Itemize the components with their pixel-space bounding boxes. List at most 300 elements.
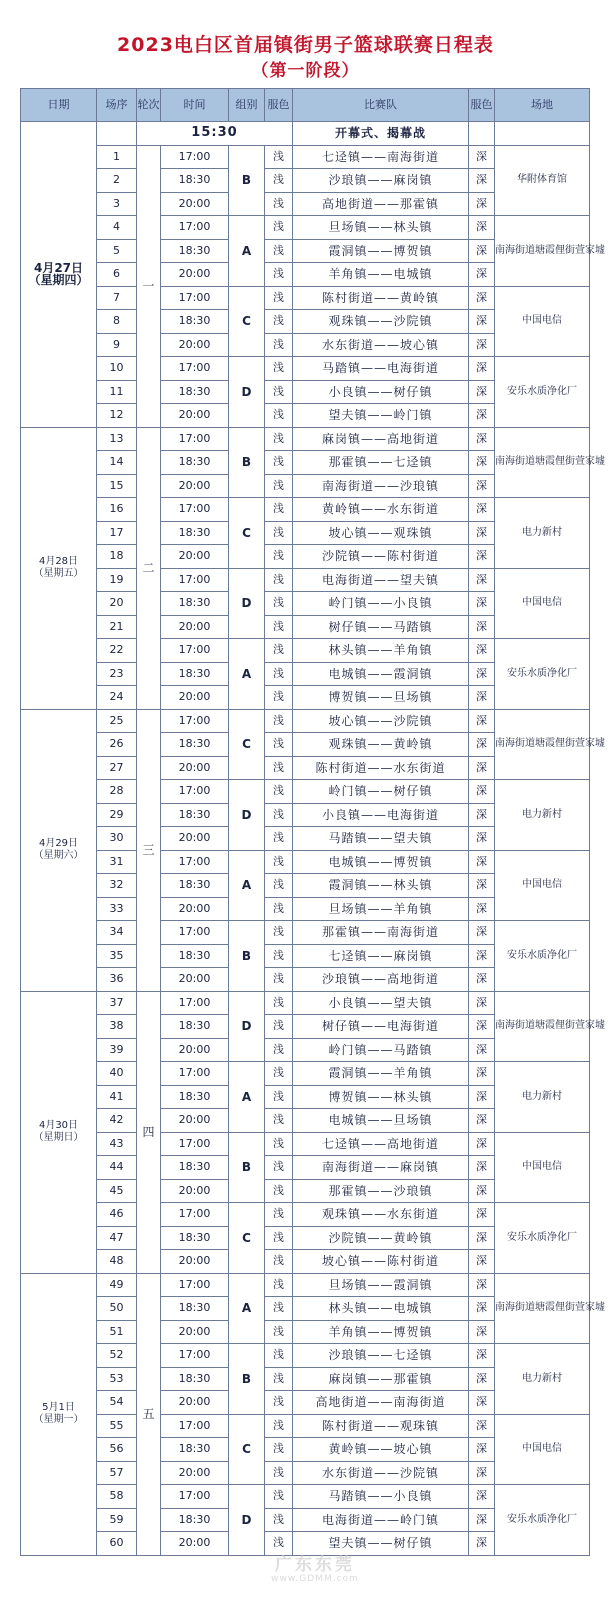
match-time: 18:30	[161, 1367, 229, 1391]
match-seq: 16	[97, 498, 137, 522]
match-time: 20:00	[161, 1109, 229, 1133]
venue-cell: 南海街道塘霞俚街萱家墟	[495, 991, 590, 1062]
weekday-label: （星期日）	[33, 1132, 84, 1143]
kit-away: 深	[469, 639, 495, 663]
kit-away: 深	[469, 427, 495, 451]
match-teams: 马踏镇——电海街道	[293, 357, 469, 381]
match-seq: 19	[97, 568, 137, 592]
match-seq: 56	[97, 1438, 137, 1462]
kit-away: 深	[469, 1508, 495, 1532]
match-teams: 坡心镇——陈村街道	[293, 1250, 469, 1274]
kit-away: 深	[469, 568, 495, 592]
match-row	[21, 1203, 590, 1227]
kit-away: 深	[469, 592, 495, 616]
match-row	[21, 1485, 590, 1509]
round-cell: 五	[137, 1273, 161, 1555]
match-row	[21, 286, 590, 310]
match-seq: 24	[97, 686, 137, 710]
kit-away: 深	[469, 380, 495, 404]
match-teams: 那霍镇——沙琅镇	[293, 1179, 469, 1203]
kit-home: 浅	[265, 1414, 293, 1438]
kit-home: 浅	[265, 944, 293, 968]
kit-home: 浅	[265, 1273, 293, 1297]
group-cell: A	[229, 639, 265, 710]
group-cell: C	[229, 1203, 265, 1274]
match-time: 20:00	[161, 545, 229, 569]
weekday-label: （星期五）	[33, 568, 84, 579]
match-time: 17:00	[161, 1273, 229, 1297]
match-seq: 37	[97, 991, 137, 1015]
kit-away: 深	[469, 451, 495, 475]
match-teams: 陈村街道——观珠镇	[293, 1414, 469, 1438]
venue-cell: 安乐水质净化厂	[495, 921, 590, 992]
match-seq: 50	[97, 1297, 137, 1321]
match-teams: 麻岗镇——那霍镇	[293, 1367, 469, 1391]
match-teams: 霞洞镇——林头镇	[293, 874, 469, 898]
match-row	[21, 498, 590, 522]
match-seq: 42	[97, 1109, 137, 1133]
kit-home: 浅	[265, 592, 293, 616]
match-seq: 54	[97, 1391, 137, 1415]
match-time: 20:00	[161, 968, 229, 992]
match-seq: 27	[97, 756, 137, 780]
match-time: 17:00	[161, 216, 229, 240]
kit-home: 浅	[265, 1038, 293, 1062]
match-time: 20:00	[161, 1391, 229, 1415]
kit-away: 深	[469, 521, 495, 545]
venue-cell: 电力新村	[495, 498, 590, 569]
venue-cell: 南海街道塘霞俚街萱家墟	[495, 216, 590, 287]
match-seq: 51	[97, 1320, 137, 1344]
match-teams: 小良镇——树仔镇	[293, 380, 469, 404]
kit-away: 深	[469, 1038, 495, 1062]
match-time: 20:00	[161, 263, 229, 287]
kit-away: 深	[469, 615, 495, 639]
match-seq: 58	[97, 1485, 137, 1509]
match-time: 17:00	[161, 1344, 229, 1368]
kit-home: 浅	[265, 404, 293, 428]
match-time: 17:00	[161, 1485, 229, 1509]
kit-home: 浅	[265, 897, 293, 921]
match-seq: 35	[97, 944, 137, 968]
kit-away: 深	[469, 850, 495, 874]
match-seq: 12	[97, 404, 137, 428]
match-time: 20:00	[161, 686, 229, 710]
match-row	[21, 780, 590, 804]
match-row	[21, 1062, 590, 1086]
match-row	[21, 850, 590, 874]
match-teams: 高地街道——南海街道	[293, 1391, 469, 1415]
kit-away: 深	[469, 1226, 495, 1250]
match-seq: 57	[97, 1461, 137, 1485]
match-seq: 28	[97, 780, 137, 804]
kit-away: 深	[469, 803, 495, 827]
match-time: 17:00	[161, 780, 229, 804]
match-seq: 55	[97, 1414, 137, 1438]
kit-away: 深	[469, 1156, 495, 1180]
match-time: 18:30	[161, 239, 229, 263]
kit-home: 浅	[265, 1485, 293, 1509]
match-time: 18:30	[161, 1085, 229, 1109]
kit-home: 浅	[265, 1015, 293, 1039]
kit-home: 浅	[265, 545, 293, 569]
kit-home: 浅	[265, 1297, 293, 1321]
kit-home: 浅	[265, 1062, 293, 1086]
kit-home: 浅	[265, 427, 293, 451]
kit-home: 浅	[265, 686, 293, 710]
match-time: 17:00	[161, 1203, 229, 1227]
kit-home: 浅	[265, 874, 293, 898]
match-time: 17:00	[161, 357, 229, 381]
match-seq: 23	[97, 662, 137, 686]
match-seq: 5	[97, 239, 137, 263]
venue-cell: 南海街道塘霞俚街萱家墟	[495, 1273, 590, 1344]
match-teams: 霞洞镇——博贺镇	[293, 239, 469, 263]
match-teams: 望夫镇——岭门镇	[293, 404, 469, 428]
match-time: 18:30	[161, 1508, 229, 1532]
match-seq: 48	[97, 1250, 137, 1274]
match-seq: 17	[97, 521, 137, 545]
match-time: 20:00	[161, 1532, 229, 1556]
venue-cell: 华附体育馆	[495, 145, 590, 216]
match-time: 18:30	[161, 803, 229, 827]
venue-cell: 中国电信	[495, 568, 590, 639]
venue-cell: 电力新村	[495, 1344, 590, 1415]
match-teams: 电城镇——霞洞镇	[293, 662, 469, 686]
kit-home: 浅	[265, 827, 293, 851]
weekday-label: （星期一）	[33, 1414, 84, 1425]
kit-away: 深	[469, 1367, 495, 1391]
match-seq: 33	[97, 897, 137, 921]
match-time: 18:30	[161, 1156, 229, 1180]
match-seq: 52	[97, 1344, 137, 1368]
match-seq: 8	[97, 310, 137, 334]
match-teams: 七迳镇——南海街道	[293, 145, 469, 169]
match-row	[21, 639, 590, 663]
match-seq: 53	[97, 1367, 137, 1391]
kit-home: 浅	[265, 780, 293, 804]
kit-away: 深	[469, 874, 495, 898]
match-teams: 南海街道——麻岗镇	[293, 1156, 469, 1180]
match-time: 18:30	[161, 1015, 229, 1039]
match-seq: 10	[97, 357, 137, 381]
venue-cell: 中国电信	[495, 286, 590, 357]
match-teams: 博贺镇——林头镇	[293, 1085, 469, 1109]
match-time: 18:30	[161, 1297, 229, 1321]
kit-home: 浅	[265, 639, 293, 663]
match-time: 20:00	[161, 192, 229, 216]
match-teams: 霞洞镇——羊角镇	[293, 1062, 469, 1086]
match-time: 18:30	[161, 874, 229, 898]
match-seq: 29	[97, 803, 137, 827]
kit-home: 浅	[265, 615, 293, 639]
group-cell: D	[229, 1485, 265, 1556]
group-cell: C	[229, 286, 265, 357]
match-seq: 43	[97, 1132, 137, 1156]
match-teams: 观珠镇——黄岭镇	[293, 733, 469, 757]
group-cell: D	[229, 780, 265, 851]
match-seq: 49	[97, 1273, 137, 1297]
match-seq: 7	[97, 286, 137, 310]
header-kit-home: 服色	[265, 89, 293, 122]
kit-home: 浅	[265, 991, 293, 1015]
kit-home: 浅	[265, 709, 293, 733]
match-time: 17:00	[161, 639, 229, 663]
kit-home: 浅	[265, 662, 293, 686]
venue-cell: 南海街道塘霞俚街萱家墟	[495, 427, 590, 498]
opening-row	[21, 122, 590, 146]
kit-home: 浅	[265, 1320, 293, 1344]
watermark-text: 广东东莞	[275, 1555, 355, 1575]
kit-away: 深	[469, 756, 495, 780]
match-seq: 18	[97, 545, 137, 569]
match-teams: 树仔镇——马踏镇	[293, 615, 469, 639]
match-teams: 沙琅镇——麻岗镇	[293, 169, 469, 193]
match-teams: 电城镇——博贺镇	[293, 850, 469, 874]
match-time: 20:00	[161, 1320, 229, 1344]
date-label: 5月1日	[42, 1402, 75, 1413]
match-seq: 31	[97, 850, 137, 874]
match-seq: 21	[97, 615, 137, 639]
match-time: 20:00	[161, 827, 229, 851]
kit-away: 深	[469, 1062, 495, 1086]
match-seq: 3	[97, 192, 137, 216]
kit-home: 浅	[265, 1344, 293, 1368]
kit-home: 浅	[265, 756, 293, 780]
kit-home: 浅	[265, 1461, 293, 1485]
kit-away: 深	[469, 968, 495, 992]
match-row	[21, 1414, 590, 1438]
match-time: 17:00	[161, 921, 229, 945]
match-seq: 59	[97, 1508, 137, 1532]
match-time: 18:30	[161, 1438, 229, 1462]
group-cell: B	[229, 1132, 265, 1203]
match-time: 20:00	[161, 1179, 229, 1203]
kit-away: 深	[469, 474, 495, 498]
venue-cell: 安乐水质净化厂	[495, 1203, 590, 1274]
opening-time: 15:30	[137, 122, 293, 146]
kit-home: 浅	[265, 803, 293, 827]
match-teams: 坡心镇——观珠镇	[293, 521, 469, 545]
header-time: 时间	[161, 89, 229, 122]
match-time: 18:30	[161, 592, 229, 616]
match-seq: 36	[97, 968, 137, 992]
date-label: 4月30日	[38, 1120, 79, 1131]
group-cell: D	[229, 991, 265, 1062]
match-row	[21, 709, 590, 733]
match-teams: 沙院镇——黄岭镇	[293, 1226, 469, 1250]
match-seq: 46	[97, 1203, 137, 1227]
weekday-label: （星期六）	[33, 850, 84, 861]
match-seq: 38	[97, 1015, 137, 1039]
match-seq: 30	[97, 827, 137, 851]
match-time: 17:00	[161, 709, 229, 733]
date-cell	[21, 122, 97, 428]
match-teams: 旦场镇——林头镇	[293, 216, 469, 240]
match-row	[21, 427, 590, 451]
match-time: 17:00	[161, 145, 229, 169]
match-teams: 水东街道——坡心镇	[293, 333, 469, 357]
match-time: 17:00	[161, 1132, 229, 1156]
kit-home: 浅	[265, 1156, 293, 1180]
kit-away: 深	[469, 545, 495, 569]
kit-away: 深	[469, 333, 495, 357]
kit-away: 深	[469, 944, 495, 968]
kit-home: 浅	[265, 1203, 293, 1227]
match-teams: 观珠镇——沙院镇	[293, 310, 469, 334]
header-venue: 场地	[495, 89, 590, 122]
match-seq: 11	[97, 380, 137, 404]
match-seq: 34	[97, 921, 137, 945]
kit-away: 深	[469, 1414, 495, 1438]
match-seq: 47	[97, 1226, 137, 1250]
match-seq: 26	[97, 733, 137, 757]
match-seq: 45	[97, 1179, 137, 1203]
match-row	[21, 216, 590, 240]
kit-home: 浅	[265, 1532, 293, 1556]
match-seq: 2	[97, 169, 137, 193]
group-cell: C	[229, 498, 265, 569]
match-teams: 陈村街道——黄岭镇	[293, 286, 469, 310]
group-cell: B	[229, 427, 265, 498]
match-teams: 马踏镇——小良镇	[293, 1485, 469, 1509]
match-teams: 岭门镇——小良镇	[293, 592, 469, 616]
match-seq: 41	[97, 1085, 137, 1109]
match-time: 20:00	[161, 1461, 229, 1485]
kit-away: 深	[469, 921, 495, 945]
kit-away: 深	[469, 1438, 495, 1462]
match-time: 17:00	[161, 568, 229, 592]
kit-away: 深	[469, 404, 495, 428]
match-seq: 32	[97, 874, 137, 898]
kit-home: 浅	[265, 333, 293, 357]
match-row	[21, 991, 590, 1015]
match-teams: 麻岗镇——高地街道	[293, 427, 469, 451]
match-seq: 4	[97, 216, 137, 240]
match-time: 20:00	[161, 404, 229, 428]
kit-home: 浅	[265, 310, 293, 334]
match-seq: 15	[97, 474, 137, 498]
match-time: 20:00	[161, 1250, 229, 1274]
kit-home: 浅	[265, 474, 293, 498]
match-time: 17:00	[161, 1062, 229, 1086]
date-label: 4月28日	[38, 556, 79, 567]
match-seq: 6	[97, 263, 137, 287]
match-row	[21, 357, 590, 381]
kit-away: 深	[469, 662, 495, 686]
round-cell: 二	[137, 427, 161, 709]
match-seq: 39	[97, 1038, 137, 1062]
group-cell: B	[229, 1344, 265, 1415]
match-time: 17:00	[161, 850, 229, 874]
kit-away: 深	[469, 1015, 495, 1039]
kit-home: 浅	[265, 1085, 293, 1109]
watermark-url: www.GDMM.com	[271, 1574, 359, 1584]
match-time: 20:00	[161, 756, 229, 780]
match-teams: 那霍镇——七迳镇	[293, 451, 469, 475]
kit-away: 深	[469, 1109, 495, 1133]
match-seq: 40	[97, 1062, 137, 1086]
header-group: 组别	[229, 89, 265, 122]
kit-home: 浅	[265, 1367, 293, 1391]
match-teams: 沙琅镇——七迳镇	[293, 1344, 469, 1368]
match-row	[21, 1132, 590, 1156]
match-time: 18:30	[161, 521, 229, 545]
kit-away: 深	[469, 1391, 495, 1415]
kit-home: 浅	[265, 1132, 293, 1156]
group-cell: B	[229, 921, 265, 992]
round-cell: 四	[137, 991, 161, 1273]
kit-away: 深	[469, 709, 495, 733]
group-cell: D	[229, 357, 265, 428]
match-time: 18:30	[161, 380, 229, 404]
date-cell	[21, 991, 97, 1273]
kit-away: 深	[469, 263, 495, 287]
venue-cell: 安乐水质净化厂	[495, 639, 590, 710]
match-teams: 小良镇——电海街道	[293, 803, 469, 827]
opening-venue-cell	[495, 122, 590, 146]
match-teams: 林头镇——羊角镇	[293, 639, 469, 663]
kit-home: 浅	[265, 1250, 293, 1274]
kit-home: 浅	[265, 192, 293, 216]
match-time: 20:00	[161, 615, 229, 639]
group-cell: A	[229, 850, 265, 921]
kit-away: 深	[469, 991, 495, 1015]
match-teams: 电海街道——岭门镇	[293, 1508, 469, 1532]
match-time: 20:00	[161, 474, 229, 498]
match-row	[21, 1344, 590, 1368]
kit-home: 浅	[265, 498, 293, 522]
page-title: 2023电白区首届镇街男子篮球联赛日程表	[117, 34, 494, 56]
round-cell: 三	[137, 709, 161, 991]
match-time: 18:30	[161, 1226, 229, 1250]
match-teams: 那霍镇——南海街道	[293, 921, 469, 945]
venue-cell: 中国电信	[495, 1132, 590, 1203]
match-seq: 22	[97, 639, 137, 663]
kit-home: 浅	[265, 286, 293, 310]
match-time: 18:30	[161, 451, 229, 475]
kit-away: 深	[469, 1203, 495, 1227]
match-teams: 七迳镇——麻岗镇	[293, 944, 469, 968]
match-seq: 9	[97, 333, 137, 357]
kit-away: 深	[469, 498, 495, 522]
match-teams: 坡心镇——沙院镇	[293, 709, 469, 733]
match-teams: 陈村街道——水东街道	[293, 756, 469, 780]
match-seq: 14	[97, 451, 137, 475]
match-teams: 沙琅镇——高地街道	[293, 968, 469, 992]
kit-away: 深	[469, 686, 495, 710]
match-time: 17:00	[161, 286, 229, 310]
match-teams: 望夫镇——树仔镇	[293, 1532, 469, 1556]
match-time: 17:00	[161, 427, 229, 451]
match-teams: 高地街道——那霍镇	[293, 192, 469, 216]
kit-home: 浅	[265, 968, 293, 992]
match-row	[21, 1273, 590, 1297]
match-teams: 羊角镇——博贺镇	[293, 1320, 469, 1344]
kit-home: 浅	[265, 1391, 293, 1415]
kit-home: 浅	[265, 380, 293, 404]
kit-home: 浅	[265, 733, 293, 757]
match-time: 18:30	[161, 944, 229, 968]
match-row	[21, 145, 590, 169]
match-teams: 博贺镇——旦场镇	[293, 686, 469, 710]
match-teams: 沙院镇——陈村街道	[293, 545, 469, 569]
date-label: 4月27日	[33, 261, 84, 276]
match-teams: 岭门镇——树仔镇	[293, 780, 469, 804]
kit-home: 浅	[265, 1179, 293, 1203]
match-time: 20:00	[161, 1038, 229, 1062]
group-cell: C	[229, 1414, 265, 1485]
